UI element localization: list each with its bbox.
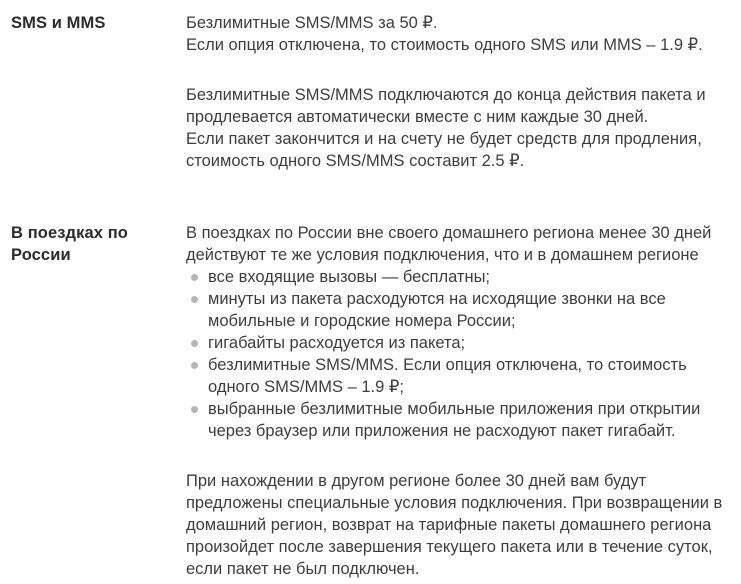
text-line: При нахождении в другом регионе более 30 дней вам будут предложены специальные условия подключения. При возвращении в домашний регион, возврат на тарифные пакеты домашнего региона произойдет после завершения текущего пакета или в течение суток, если пакет не был подключен.	[186, 472, 723, 578]
text-line: В поездках по России вне своего домашнего региона менее 30 дней действуют те же условия подключения, что и в домашнем регионе	[186, 224, 712, 264]
bullet-item	[186, 398, 733, 442]
section-content	[186, 222, 733, 580]
bullet-text: безлимитные SMS/MMS. Если опция отключена, то стоимость одного SMS/MMS – 1.9 ₽;	[208, 356, 687, 396]
bullet-text: все входящие вызовы — бесплатны;	[208, 268, 491, 286]
paragraph	[186, 470, 733, 580]
bullet-item	[186, 354, 733, 398]
bullet-text: выбранные безлимитные мобильные приложения при открытии через браузер или приложения не расходуют пакет гигабайт.	[208, 400, 701, 440]
text-line: Если опция отключена, то стоимость одного SMS или MMS – 1.9 ₽.	[186, 36, 703, 54]
paragraph	[186, 84, 733, 172]
bullet-list	[186, 266, 733, 442]
section-content	[186, 12, 733, 172]
section-sms-mms	[11, 12, 733, 172]
bullet-dot-icon	[191, 340, 198, 347]
bullet-dot-icon	[191, 296, 198, 303]
bullet-dot-icon	[191, 406, 198, 413]
text-line: Безлимитные SMS/MMS подключаются до конца действия пакета и продлевается автоматически вместе с ним каждые 30 дней.	[186, 86, 706, 126]
section-label: В поездках по России	[11, 224, 128, 264]
bullet-dot-icon	[191, 362, 198, 369]
bullet-text: минуты из пакета расходуются на исходящие звонки на все мобильные и городские номера России;	[208, 290, 666, 330]
bullet-item	[186, 266, 733, 288]
bullet-item	[186, 288, 733, 332]
paragraph	[186, 12, 733, 56]
text-line: Если пакет закончится и на счету не будет средств для продления, стоимость одного SMS/MMS составит 2.5 ₽.	[186, 130, 702, 170]
section-label: SMS и MMS	[11, 14, 106, 32]
paragraph	[186, 222, 733, 266]
section-travel-russia	[11, 222, 733, 580]
text-line: Безлимитные SMS/MMS за 50 ₽.	[186, 14, 438, 32]
bullet-dot-icon	[191, 274, 198, 281]
bullet-text: гигабайты расходуется из пакета;	[208, 334, 466, 352]
bullet-item	[186, 332, 733, 354]
